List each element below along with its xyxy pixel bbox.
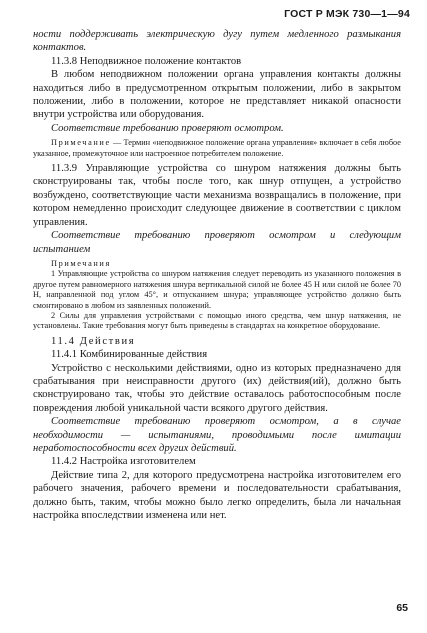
- section-text-11-3-8: В любом неподвижном положении органа управления контакты должны находиться либо в предусмотренном открытым положении, либо в закрытом положении, либо в положении, которое не представляет никакой опасности внутри устройства или оборудования.: [33, 69, 401, 121]
- section-text-11-3-9: 11.3.9 Управляющие устройства со шнуром натяжения должны быть сконструированы так, чтобы после того, как шнур отпущен, а устройство возбуждено, соответствующие части механизма возвращались в положение, при котором немедленно происходит следующее движение в соответствии с циклом управления.: [33, 163, 401, 228]
- note-text: — Термин «неподвижное положение органа управления» включает в себя любое указанное, промежуточное или настроенное потребителем положение.: [33, 138, 401, 158]
- note-1-11-3-9: 1 Управляющие устройства со шнуром натяжения следует переводить из указанного положения в другое путем равномерного натяжения шнура вертикальной силой не более 45 Н или силой не более 70 Н, направленной под углом 45°, и отпусканием шнура; управляющее устройство должно быть смонтировано в любом из заявленных положений.: [33, 269, 401, 310]
- compliance-check-11-3-9: Соответствие требованию проверяют осмотром и следующим испытанием: [33, 230, 401, 255]
- note-11-3-8: [33, 138, 401, 159]
- section-text-11-4-2: Действие типа 2, для которого предусмотрена настройка изготовителем его рабочего значения, рабочего времени и последовательности срабатывания, должно быть, таким, чтобы можно было легко определить, была ли начальная настройка впоследствии изменена или нет.: [33, 469, 401, 522]
- notes-label-11-3-9: Примечания: [51, 258, 111, 268]
- note-label: Примечание: [51, 138, 111, 148]
- compliance-check-11-4-1: Соответствие требованию проверяют осмотром, а в случае необходимости — испытаниями, проводимыми после имитации неработоспособности всех других действий.: [33, 416, 401, 454]
- section-heading-11-3-8: 11.3.8 Неподвижное положение контактов: [51, 55, 242, 67]
- section-heading-11-4: 11.4 Действия: [51, 335, 136, 347]
- standard-header: ГОСТ Р МЭК 730—1—94: [284, 8, 410, 20]
- note-2-11-3-9: 2 Силы для управления устройствами с помощью иного средства, чем шнур натяжения, не установлены. Такие требования могут быть приведены в стандартах на конкретное оборудование.: [33, 310, 401, 331]
- page-number: 65: [396, 602, 408, 614]
- section-text-11-4-1: Устройство с несколькими действиями, одно из которых предназначено для срабатывания при неисправности другого (их) действия(ий), должно быть сконструировано так, чтобы это действие оставалось работоспособным после повреждения любой уникальной части всякого другого действия.: [33, 362, 401, 414]
- section-heading-11-4-2: 11.4.2 Настройка изготовителем: [51, 456, 196, 468]
- page-content: [33, 28, 401, 522]
- section-heading-11-4-1: 11.4.1 Комбинированные действия: [51, 349, 208, 361]
- compliance-check-11-3-8: Соответствие требованию проверяют осмотром.: [51, 122, 284, 134]
- continued-paragraph: ности поддерживать электрическую дугу путем медленного размыкания контактов.: [33, 29, 401, 54]
